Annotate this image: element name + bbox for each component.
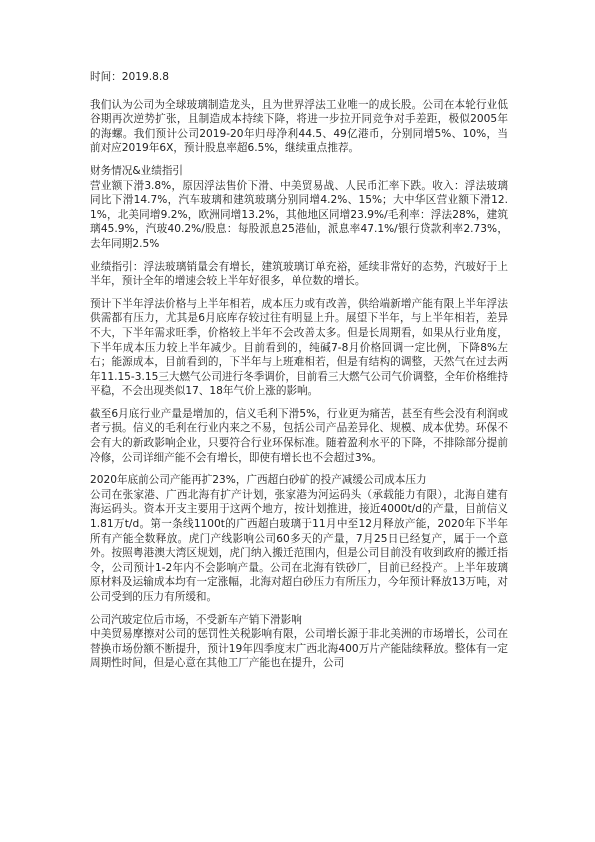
section-heading-auto-glass: 公司汽玻定位后市场，不受新车产销下滑影响 bbox=[90, 613, 302, 626]
price-outlook-paragraph: 预计下半年浮法价格与上半年相若，成本压力或有改善，供给端新增产能有限上半年浮法供需都有压力，尤其是6月底库存较过往有明显上升。展望下半年，与上半年相若，差异不大，下半年需求旺季，价格较上半年不会改善太多。但是长周期看，如果从行业角度，下半年成本压力较上半年减少。目前看到的，纯碱7-8月价格回调一定比例，下降8%左右；能源成本，目前看到的，下半年与上班难相若，但是有结构的调整，天然气在过去两年11.15-3.15三大燃气公司进行冬季调价，目前看三大燃气公司气价调整，全年价格维持平稳，不会出现类似17、18年气价上涨的影响。 bbox=[90, 297, 508, 398]
industry-paragraph: 截至6月底行业产量是增加的，信义毛利下滑5%，行业更为痛苦，甚至有些会没有利润或者亏损。信义的毛利在行业内来之不易，包括公司产品差异化、规模、成本优势。环保不会有大的新政影响企业，只要符合行业环保标准。随着盈利水平的下降，不排除部分提前冷修，公司详细产能不会有增长，即使有增长也不会超过3%。 bbox=[90, 407, 508, 464]
document-page bbox=[90, 70, 508, 679]
report-date: 时间：2019.8.8 bbox=[90, 71, 169, 83]
auto-glass-paragraph: 中美贸易摩擦对公司的惩罚性关税影响有限，公司增长源于非北美洲的市场增长，公司在替换市场份额不断提升，预计19年四季度末广西北海400万片产能陆续释放。整体有一定周期性时间，但是心意在其他工厂产能也在提升，公司 bbox=[90, 628, 508, 670]
section-heading-capacity: 2020年底前公司产能再扩23%，广西超白砂矿的投产减缓公司成本压力 bbox=[90, 474, 427, 487]
section-heading-financials: 财务情况&业绩指引 bbox=[90, 164, 184, 177]
guidance-paragraph: 业绩指引：浮法玻璃销量会有增长，建筑玻璃订单充裕，延续非常好的态势，汽玻好于上半年，预计全年的增速会较上半年好很多，单位数的增长。 bbox=[90, 260, 508, 288]
capacity-paragraph: 公司在张家港、广西北海有扩产计划，张家港为河运码头（承载能力有限），北海自建有海运码头。资本开支主要用于这两个地方，按计划推进，接近4000t/d的产量，目前信义1.81万t/d。第一条线1100t的广西超白玻璃于11月中至12月释放产能，2020年下半年所有产能全数释放。虎门产线影响公司60多天的产量，7月25日已经复产，属于一个意外。按照粤港澳大湾区规划，虎门纳入搬迁范围内，但是公司目前没有收到政府的搬迁指令，公司预计1-2年内不会影响产量。公司在北海有铁砂厂，目前已经投产。上半年玻璃原材料及运输成本均有一定涨幅，北海对超白砂压力有所压力，今年预计释放13万吨，对公司受到的压力有所缓和。 bbox=[90, 488, 508, 603]
summary-paragraph: 我们认为公司为全球玻璃制造龙头，且为世界浮法工业唯一的成长股。公司在本轮行业低谷期再次逆势扩张，且制造成本持续下降，将进一步拉开同竞争对手差距，极似2005年的海螺。我们预计公司2019-20年归母净利44.5、49亿港币，分别同增5%、10%，当前对应2019年6X，预计股息率超6.5%，继续重点推荐。 bbox=[90, 98, 508, 155]
financials-paragraph: 营业额下滑3.8%，原因浮法售价下滑、中美贸易战、人民币汇率下跌。收入：浮法玻璃同比下滑14.7%，汽车玻璃和建筑玻璃分别同增4.2%、15%；大中华区营业额下滑12.1%，北美同增9.2%，欧洲同增13.2%，其他地区同增23.9%/毛利率：浮法28%，建筑璃45.9%，汽玻40.2%/股息：每股派息25港仙，派息率47.1%/银行贷款利率2.73%，去年同期2.5% bbox=[90, 179, 508, 250]
